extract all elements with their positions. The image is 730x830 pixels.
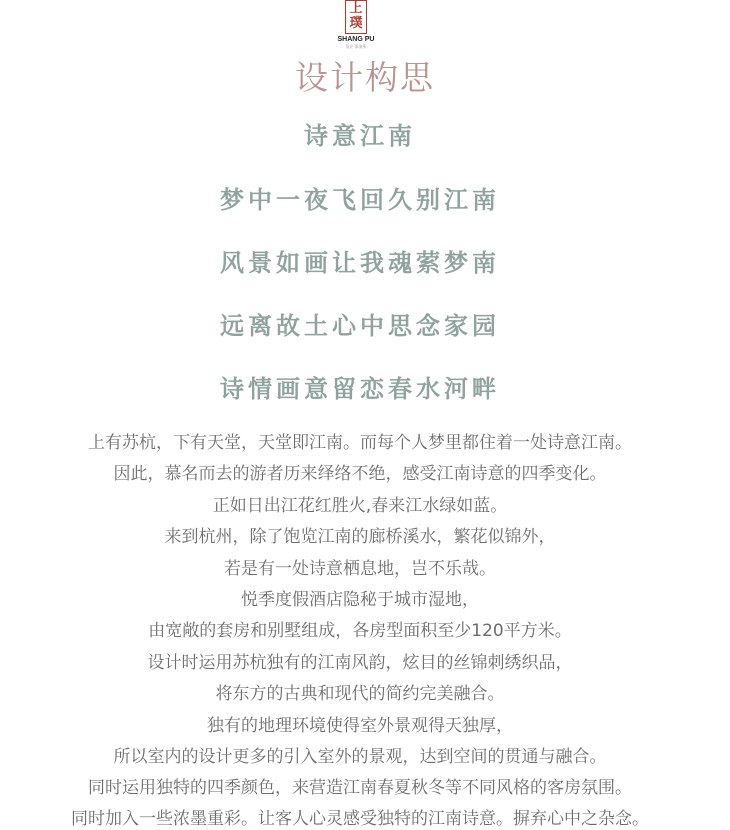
poem-line-5: 诗情画意留恋春水河畔 (220, 375, 500, 403)
body-line-2: 因此，慕名而去的游者历来绎络不绝，感受江南诗意的四季变化。 (113, 464, 607, 484)
brand-name: SHANG PU (337, 36, 375, 43)
body-line-13: 同时加入一些浓墨重彩。让客人心灵感受独特的江南诗意。摒弃心中之杂念。 (71, 809, 649, 829)
seal-char-2: 璞 (349, 16, 363, 31)
poem-line-2: 梦中一夜飞回久别江南 (220, 186, 500, 214)
seal-stamp (345, 0, 367, 34)
body-line-5: 若是有一处诗意栖息地，岂不乐哉。 (224, 559, 496, 579)
poem-line-3: 风景如画让我魂萦梦南 (220, 249, 500, 277)
body-line-9: 将东方的古典和现代的简约完美融合。 (215, 684, 505, 704)
body-line-11: 所以室内的设计更多的引入室外的景观，达到空间的贯通与融合。 (113, 747, 607, 767)
page-title: 设计构思 (295, 58, 435, 97)
body-line-10: 独有的地理环境使得室外景观得天独厚， (207, 716, 513, 736)
body-line-7: 由宽敞的套房和别墅组成，各房型面积至少120平方米。 (148, 621, 572, 641)
body-line-8: 设计时运用苏杭独有的江南风韵，炫目的丝锦刺绣织品， (147, 653, 573, 673)
brand-subtitle: 设计 事务所 (345, 44, 367, 49)
seal-char-1: 上 (349, 1, 363, 16)
body-line-6: 悦季度假酒店隐秘于城市湿地， (241, 590, 479, 610)
poem-line-1: 诗意江南 (304, 122, 416, 150)
body-line-12: 同时运用独特的四季颜色，来营造江南春夏秋冬等不同风格的客房氛围。 (88, 778, 632, 798)
poem-line-4: 远离故土心中思念家园 (220, 312, 500, 340)
brand-logo (333, 0, 379, 49)
body-line-3: 正如日出江花红胜火,春来江水绿如蓝。 (212, 496, 508, 516)
body-line-4: 来到杭州，除了饱览江南的廊桥溪水，繁花似锦外， (164, 527, 556, 547)
body-line-1: 上有苏杭，下有天堂，天堂即江南。而每个人梦里都住着一处诗意江南。 (88, 433, 632, 453)
